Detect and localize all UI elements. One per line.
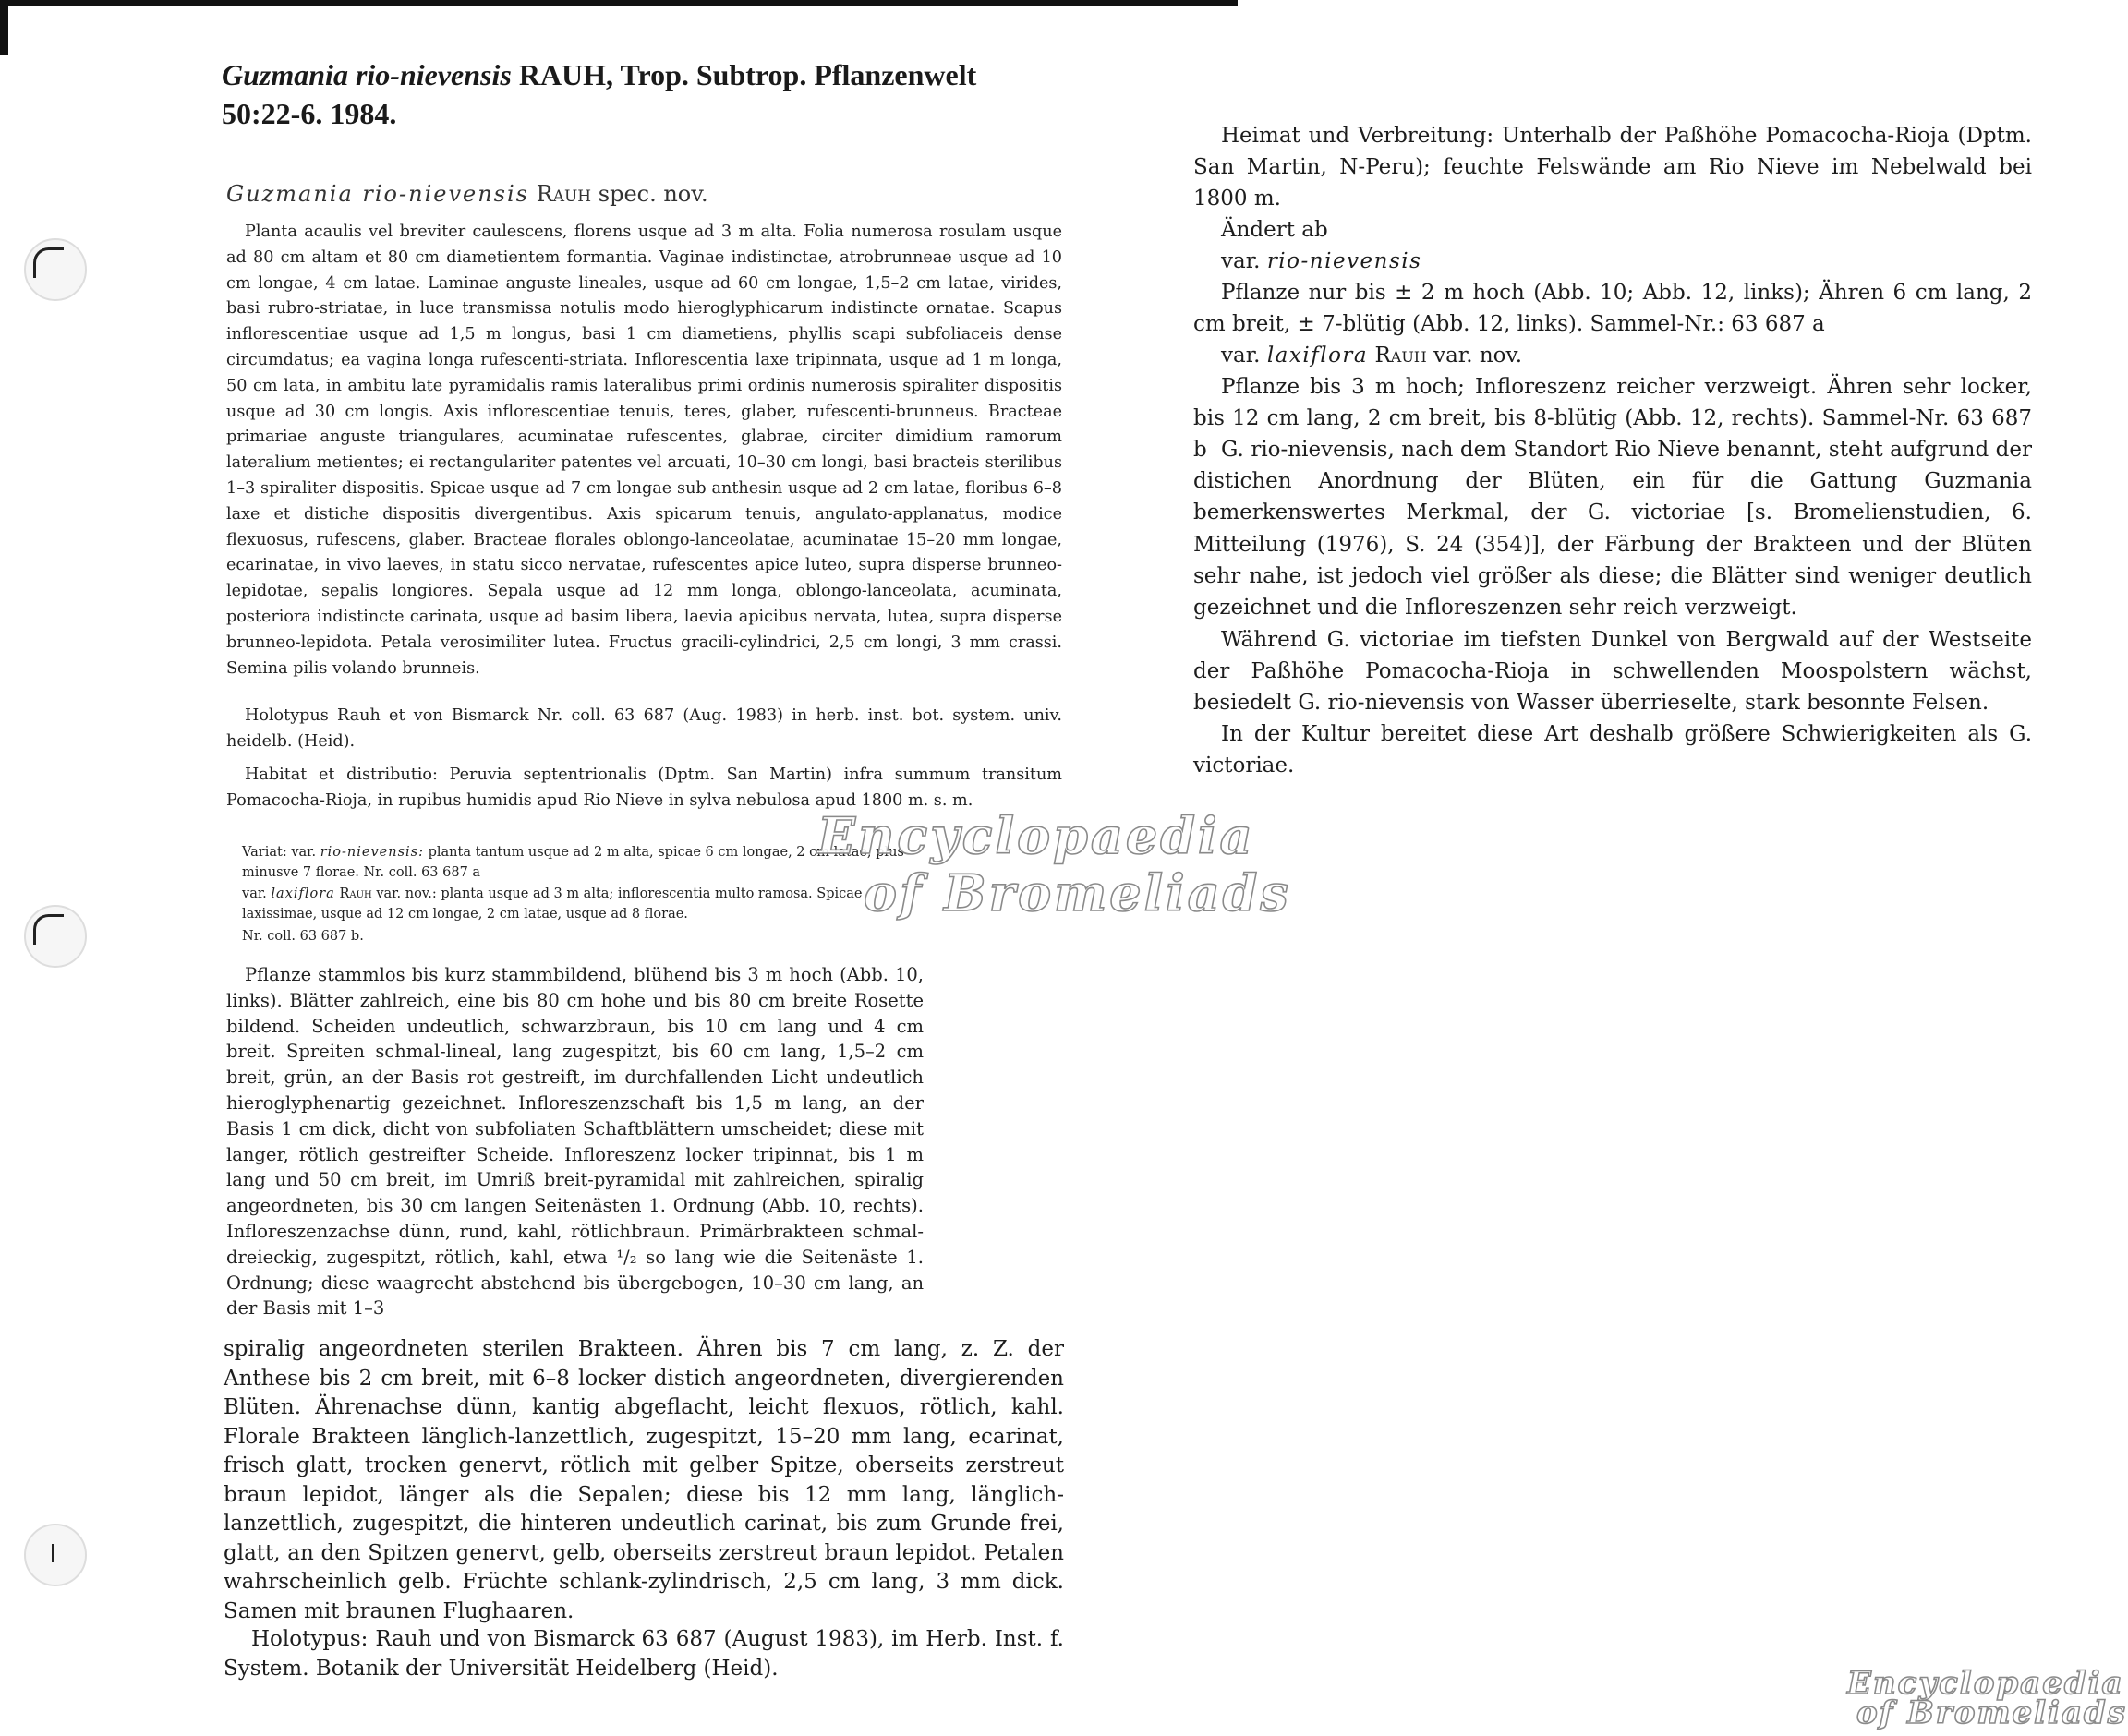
var1-heading (1193, 246, 2032, 277)
var2-heading (1193, 340, 2032, 371)
left-edge-bar (0, 0, 8, 55)
var1-description: Pflanze nur bis ± 2 m hoch (Abb. 10; Abb. 12, links); Ähren 6 cm lang, 2 cm breit, ± 7-blütig (Abb. 12, links). Sammel-Nr.: 63 687 a (1193, 281, 2032, 337)
binder-hole-1 (24, 238, 87, 301)
top-edge-bar (0, 0, 1238, 6)
latin-heading-rest: spec. nov. (598, 181, 708, 207)
watermark-line-2: of Bromeliads (864, 863, 1291, 922)
latin-description: Planta acaulis vel breviter caulescens, florens usque ad 3 m alta. Folia numerosa rosulam usque ad 80 cm altam et 80 cm diametientem formantia. Vaginae indistinctae, atrobrunneae usque ad 10 cm longae, 4 cm latae. Laminae anguste lineales, usque ad 60 cm longae, 1,5–2 cm latae, virides, basi rubro-striatae, in luce transmissa notulis modo hieroglyphicarum indistincte ornatae. Scapus inflorescentiae usque ad 1,5 m longus, basi 1 cm diametiens, phyllis scapi subfoliaceis dense circumdatus; ea vagina longa rufescenti-striata. Inflorescentia laxe tripinnata, usque ad 1 m longa, 50 cm lata, in ambitu late pyramidalis ramis lateralibus primi ordinis numerosis spiraliter dispositis usque ad 30 cm longis. Axis inflorescentiae tenuis, teres, glaber, rufescenti-brunneus. Bracteae primariae anguste triangulares, acuminatae rufescentes, glabrae, circiter dimidium ramorum lateralium metientes; ei rectangulariter patentes vel arcuati, 10–30 cm longi, basi bracteis sterilibus 1–3 spiraliter dispositis. Spicae usque ad 7 cm longae sub anthesin usque ad 2 cm latae, floribus 6–8 laxe et distiche dispositis divergentibus. Axis spicarum tenuis, angulato-applanatus, modice flexuosus, rufescens, glaber. Bracteae florales oblongo-lanceolatae, acuminatae 15–20 mm longae, ecarinatae, in vivo laeves, in statu sicco nervatae, rufescentes apice luteo, supra disperse brunneo-lepidotae, sepalis longiores. Sepala usque ad 12 mm longa, oblongo-lanceolata, acuminata, posteriora indistincte carinata, usque ad basim libera, laevia apicibus nervata, lutea, supra disperse brunneo-lepidota. Petala verosimiliter lutea. Fructus gracili-cylindrici, 2,5 cm longi, 3 mm crassi. Semina pilis volando brunneis. (226, 223, 1062, 678)
latin-variation-2 (242, 884, 921, 924)
variat1-prefix: Variat: var. (242, 845, 317, 860)
latin-holotypus: Holotypus Rauh et von Bismarck Nr. coll. 63 687 (Aug. 1983) in herb. inst. bot. system. univ. heidelb. (Heid). (226, 706, 1062, 751)
german-holotypus: Holotypus: Rauh und von Bismarck 63 687 (August 1983), im Herb. Inst. f. System. Botanik der Universität Heidelberg (Heid). (224, 1627, 1064, 1681)
habitat-comparison-paragraph: Während G. victoriae im tiefsten Dunkel von Bergwald auf der Westseite der Paßhöhe Pomacocha-Rioja in schwellenden Moospolstern wächst, besiedelt G. rio-nievensis von Wasser überrieselte, stark besonnte Felsen. (1193, 628, 2032, 716)
var1-name: rio-nievensis (1266, 249, 1422, 273)
aendert-ab: Ändert ab (1221, 218, 1328, 242)
binder-hole-3 (24, 1524, 87, 1586)
corner-watermark-line-2: of Bromeliads (1856, 1694, 2127, 1731)
title-species: Guzmania rio-nievensis (222, 58, 512, 91)
latin-heading-author: Rauh (536, 181, 592, 207)
heimat-paragraph: Heimat und Verbreitung: Unterhalb der Paßhöhe Pomacocha-Rioja (Dptm. San Martin, N-Peru); feuchte Felswände am Rio Nieve im Nebelwald bei 1800 m. (1193, 124, 2032, 211)
variat1-text: planta tantum usque ad 2 m alta, spicae 6 cm longae, 2 cm latae, plus minusve 7 florae. Nr. coll. 63 687 a (242, 845, 904, 880)
title-citation: RAUH, Trop. Subtrop. Pflanzenwelt (518, 58, 977, 91)
var2-name: laxiflora (1266, 344, 1369, 368)
watermark-line-1: Encyclopaedia (817, 806, 1255, 865)
variat1-name: rio-nievensis: (320, 845, 424, 860)
var2-suffix: var. nov. (1433, 344, 1523, 368)
variat2-prefix: var. (242, 886, 267, 901)
latin-heading-species: Guzmania rio-nievensis (226, 181, 529, 207)
latin-heading (226, 181, 708, 207)
var2-description: Pflanze bis 3 m hoch; Infloreszenz reicher verzweigt. Ähren sehr locker, bis 12 cm lang, 2 cm breit, bis 8-blütig (Abb. 12, rechts). Sammel-Nr. 63 687 b (1193, 375, 2032, 463)
german-description-1: Pflanze stammlos bis kurz stammbildend, blühend bis 3 m hoch (Abb. 10, links). Blätter zahlreich, eine bis 80 cm hohe und bis 80 cm breite Rosette bildend. Scheiden undeutlich, schwarzbraun, bis 10 cm lang und 4 cm breit. Spreiten schmal-lineal, lang zugespitzt, bis 60 cm lang, 1,5–2 cm breit, grün, an der Basis rot gestreift, im durchfallenden Licht undeutlich hieroglyphenartig gezeichnet. Infloreszenzschaft bis 1,5 m lang, an der Basis 1 cm dick, dicht von subfoliaten Schaftblättern umscheidet; diese mit langer, rötlich gestreifter Scheide. Infloreszenz locker tripinnat, bis 1 m lang und 50 cm breit, im Umriß breit-pyramidal mit zahlreichen, spiralig angeordneten, bis 30 cm langen Seitenästen 1. Ordnung (Abb. 10, rechts). Infloreszenzachse dünn, rund, kahl, rötlichbraun. Primärbrakteen schmal-dreieckig, zugespitzt, rötlich, kahl, etwa ¹/₂ so lang wie die Seitenäste 1. Ordnung; diese waagrecht abstehend bis übergebogen, 10–30 cm lang, an der Basis mit 1–3 (226, 964, 924, 1320)
page-title (222, 55, 1108, 133)
binder-hole-2 (24, 905, 87, 968)
var1-prefix: var. (1221, 249, 1261, 273)
latin-variation-2-coll: Nr. coll. 63 687 b. (242, 929, 364, 944)
german-description-2: spiralig angeordneten sterilen Brakteen. Ähren bis 7 cm lang, z. Z. der Anthese bis 2 cm breit, mit 6–8 locker distich angeordneten, divergierenden Blüten. Ährenachse dünn, kantig abgeflacht, leicht flexuos, rötlich, kahl. Florale Brakteen länglich-lanzettlich, zugespitzt, 15–20 mm lang, ecarinat, frisch glatt, trocken genervt, rötlich mit gelber Spitze, oberseits zerstreut braun lepidot, länger als die Sepalen; diese bis 12 mm lang, länglich-lanzettlich, zugespitzt, die hinteren undeutlich carinat, bis zum Grunde frei, glatt, an den Spitzen genervt, gelb, oberseits zerstreut braun lepidot. Petalen wahrscheinlich gelb. Früchte schlank-zylindrisch, 2,5 cm lang, 3 mm dick. Samen mit braunen Flughaaren. (224, 1337, 1064, 1623)
latin-habitat: Habitat et distributio: Peruvia septentrionalis (Dptm. San Martin) infra summum transitum Pomacocha-Rioja, in rupibus humidis apud Rio Nieve in sylva nebulosa apud 1800 m. s. m. (226, 766, 1062, 810)
cultivation-paragraph: In der Kultur bereitet diese Art deshalb größere Schwierigkeiten als G. victoriae. (1193, 722, 2032, 778)
title-reference: 50:22-6. 1984. (222, 97, 397, 130)
comparison-paragraph: G. rio-nievensis, nach dem Standort Rio Nieve benannt, steht aufgrund der distichen Anordnung der Blüten, ein für die Gattung Guzmania bemerkenswertes Merkmal, der G. victoriae [s. Bromelienstudien, 6. Mitteilung (1976), S. 24 (354)], der Färbung der Brakteen und der Blüten sehr nahe, ist jedoch viel größer als diese; die Blätter sind weniger deutlich gezeichnet und die Infloreszenzen sehr reich verzweigt. (1193, 438, 2032, 621)
var2-author: Rauh (1374, 344, 1427, 368)
variat2-text: var. nov.: planta usque ad 3 m alta; inflorescentia multo ramosa. Spicae laxissimae, usque ad 12 cm longae, 2 cm latae, usque ad 8 florae. (242, 886, 863, 922)
variat2-name: laxiflora (271, 886, 335, 901)
corner-watermark-line-1: Encyclopaedia (1847, 1665, 2124, 1702)
variat2-author: Rauh (339, 886, 372, 901)
var2-prefix: var. (1221, 344, 1261, 368)
